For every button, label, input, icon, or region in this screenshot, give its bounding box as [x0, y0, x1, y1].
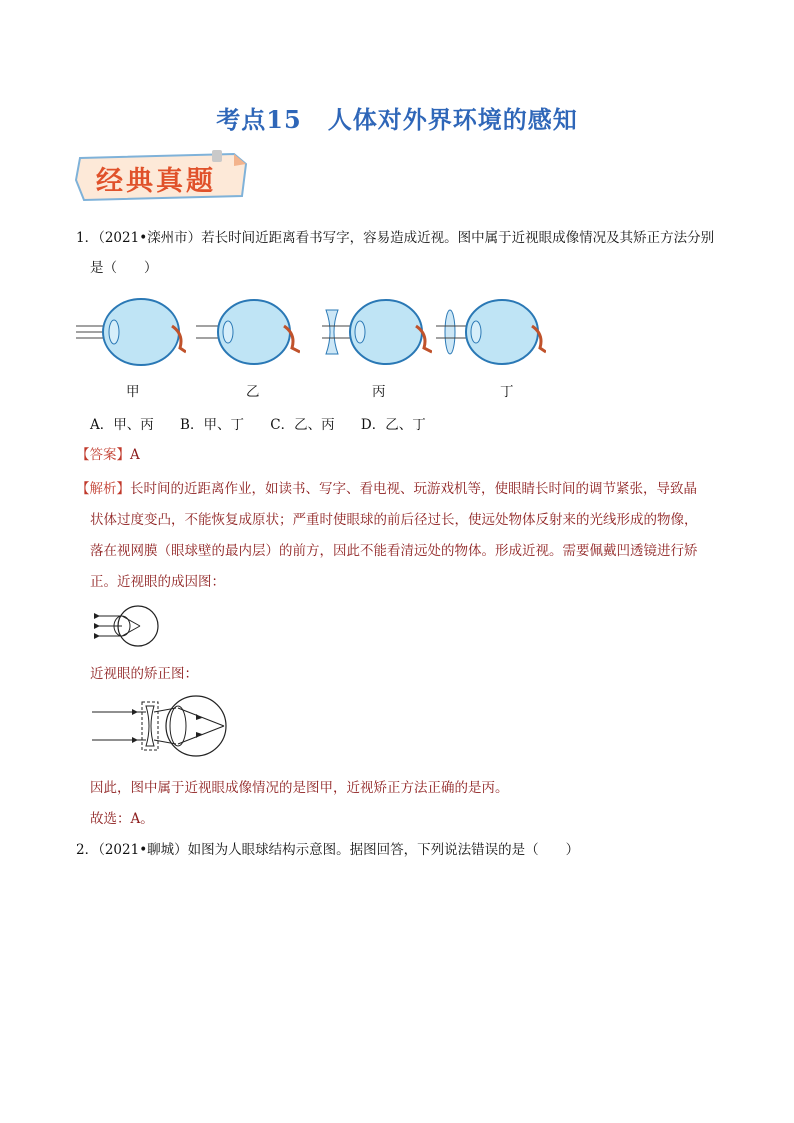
analysis-line-3: 落在视网膜（眼球壁的最内层）的前方，因此不能看清远处的物体。形成近视。需要佩戴凹透镜进行矫 [90, 543, 698, 559]
eye-figure-ding [436, 296, 546, 368]
option-d[interactable]: D．乙、丁 [360, 417, 426, 433]
answer-value: A [130, 447, 140, 463]
choose-text: 故选：A。 [90, 811, 154, 827]
analysis-tag: 【解析】 [76, 481, 130, 497]
option-c[interactable]: C．乙、丙 [270, 417, 335, 433]
figure-label-bing: 丙 [372, 384, 386, 400]
answer-tag: 【答案】 [76, 447, 130, 463]
title-text: 人体对外界环境的感知 [327, 105, 578, 134]
option-a[interactable]: A．甲、丙 [90, 417, 154, 433]
question-1-options [90, 413, 448, 433]
analysis-line-4: 正。近视眼的成因图： [90, 574, 225, 590]
question-2-stem: 2．（2021•聊城）如图为人眼球结构示意图。据图回答，下列说法错误的是（ ） [76, 842, 580, 858]
myopia-correction-diagram [92, 694, 232, 758]
eye-figure-bing [322, 296, 432, 368]
conclusion-text: 因此，图中属于近视眼成像情况的是图甲，近视矫正方法正确的是丙。 [90, 780, 509, 796]
myopia-cause-diagram [92, 604, 162, 648]
eye-figure-jia [76, 296, 186, 368]
figure-label-yi: 乙 [246, 384, 260, 400]
question-1-stem-cont: 是（ ） [90, 260, 158, 276]
title-number: 考点15 [216, 105, 302, 134]
analysis-line-2: 状体过度变凸，不能恢复成原状；严重时使眼球的前后径过长，使远处物体反射来的光线形成的物像， [90, 512, 698, 528]
answer-line [76, 443, 140, 463]
analysis-line-1: 长时间的近距离作业，如读书、写字、看电视、玩游戏机等，使眼睛长时间的调节紧张，导致晶 [130, 481, 697, 497]
banner-title: 经典真题 [96, 166, 216, 197]
page-title [0, 100, 794, 135]
figure-label-ding: 丁 [500, 384, 514, 400]
option-b[interactable]: B．甲、丁 [180, 417, 244, 433]
eye-figure-yi [196, 296, 300, 368]
correction-caption: 近视眼的矫正图： [90, 666, 198, 682]
analysis-block [76, 474, 726, 598]
question-1-stem: 1．（2021•滦州市）若长时间近距离看书写字，容易造成近视。图中属于近视眼成像情况及其矫正方法分别 [76, 230, 715, 246]
figure-label-jia: 甲 [126, 384, 140, 400]
